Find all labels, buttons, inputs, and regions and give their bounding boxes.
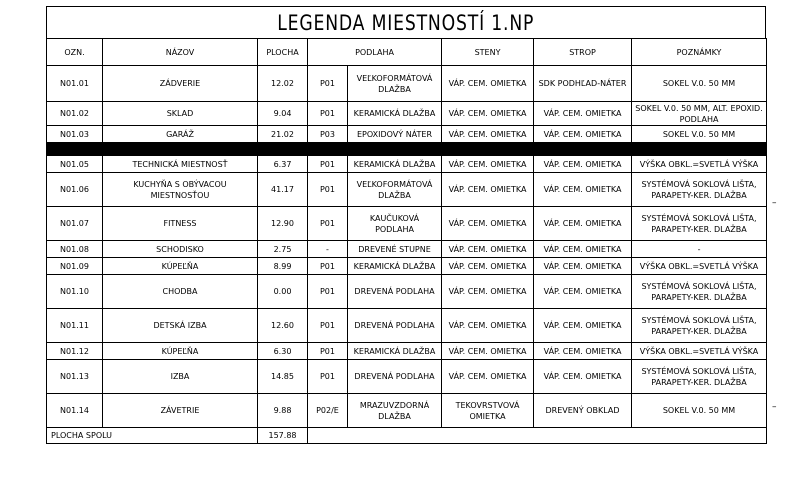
cell-strop: VÁP. CEM. OMIETKA: [534, 309, 632, 343]
cell-ozn: N01.12: [47, 343, 103, 360]
cell-strop: VÁP. CEM. OMIETKA: [534, 275, 632, 309]
cell-podlaha: VEĽKOFORMÁTOVÁ DLAŽBA: [348, 66, 442, 102]
cell-plocha: 12.60: [258, 309, 308, 343]
cell-poznamky: SYSTÉMOVÁ SOKLOVÁ LIŠTA, PARAPETY-KER. DLAŽBA: [632, 275, 767, 309]
cell-nazov: FITNESS: [103, 207, 258, 241]
header-steny: STENY: [442, 39, 534, 66]
cell-kod: P01: [308, 173, 348, 207]
table-row: [47, 241, 767, 258]
cell-podlaha: KERAMICKÁ DLAŽBA: [348, 156, 442, 173]
cell-plocha: 21.02: [258, 126, 308, 143]
total-label: PLOCHA SPOLU: [47, 428, 258, 444]
cell-poznamky: VÝŠKA OBKL.=SVETLÁ VÝŠKA: [632, 258, 767, 275]
table-row: [47, 66, 767, 102]
separator-band: [47, 143, 767, 156]
cell-nazov: TECHNICKÁ MIESTNOSŤ: [103, 156, 258, 173]
cell-ozn: N01.09: [47, 258, 103, 275]
table-row: [47, 156, 767, 173]
cell-ozn: N01.14: [47, 394, 103, 428]
cell-nazov: KUCHYŇA S OBÝVACOU MIESTNOSŤOU: [103, 173, 258, 207]
cell-strop: SDK PODHĽAD-NÁTER: [534, 66, 632, 102]
cell-podlaha: KERAMICKÁ DLAŽBA: [348, 258, 442, 275]
cell-plocha: 14.85: [258, 360, 308, 394]
cell-steny: VÁP. CEM. OMIETKA: [442, 258, 534, 275]
cell-poznamky: SOKEL V.0. 50 MM: [632, 394, 767, 428]
cell-nazov: KÚPEĽŇA: [103, 258, 258, 275]
cell-podlaha: KAUČUKOVÁ PODLAHA: [348, 207, 442, 241]
cell-steny: VÁP. CEM. OMIETKA: [442, 360, 534, 394]
table-row: [47, 275, 767, 309]
cell-podlaha: KERAMICKÁ DLAŽBA: [348, 102, 442, 126]
cell-poznamky: SYSTÉMOVÁ SOKLOVÁ LIŠTA, PARAPETY-KER. DLAŽBA: [632, 309, 767, 343]
cell-nazov: IZBA: [103, 360, 258, 394]
cell-strop: VÁP. CEM. OMIETKA: [534, 258, 632, 275]
cell-ozn: N01.13: [47, 360, 103, 394]
table-row: [47, 360, 767, 394]
cell-podlaha: MRAZUVZDORNÁ DLAŽBA: [348, 394, 442, 428]
black-separator-row: [47, 143, 767, 156]
margin-dash-mark: –: [772, 402, 777, 412]
table-row: [47, 102, 767, 126]
cell-kod: P02/E: [308, 394, 348, 428]
cell-ozn: N01.10: [47, 275, 103, 309]
table-row: [47, 207, 767, 241]
cell-poznamky: SOKEL V.0. 50 MM: [632, 126, 767, 143]
cell-podlaha: EPOXIDOVÝ NÁTER: [348, 126, 442, 143]
cell-podlaha: DREVENÁ PODLAHA: [348, 309, 442, 343]
table-row: [47, 173, 767, 207]
cell-strop: VÁP. CEM. OMIETKA: [534, 126, 632, 143]
cell-kod: P01: [308, 258, 348, 275]
cell-poznamky: SYSTÉMOVÁ SOKLOVÁ LIŠTA, PARAPETY-KER. DLAŽBA: [632, 360, 767, 394]
cell-ozn: N01.03: [47, 126, 103, 143]
header-ozn: OZN.: [47, 39, 103, 66]
cell-podlaha: DREVENÁ PODLAHA: [348, 360, 442, 394]
total-empty-cell: [308, 428, 767, 444]
cell-steny: VÁP. CEM. OMIETKA: [442, 207, 534, 241]
cell-plocha: 6.37: [258, 156, 308, 173]
cell-nazov: ZÁDVERIE: [103, 66, 258, 102]
title-box: [46, 6, 766, 39]
cell-ozn: N01.07: [47, 207, 103, 241]
cell-ozn: N01.06: [47, 173, 103, 207]
cell-kod: P01: [308, 207, 348, 241]
cell-nazov: SCHODISKO: [103, 241, 258, 258]
cell-podlaha: VEĽKOFORMÁTOVÁ DLAŽBA: [348, 173, 442, 207]
cell-steny: VÁP. CEM. OMIETKA: [442, 156, 534, 173]
page-title: LEGENDA MIESTNOSTÍ 1.NP: [277, 10, 535, 35]
cell-poznamky: SOKEL V.0. 50 MM, ALT. EPOXID. PODLAHA: [632, 102, 767, 126]
cell-strop: VÁP. CEM. OMIETKA: [534, 360, 632, 394]
cell-kod: P01: [308, 360, 348, 394]
cell-strop: VÁP. CEM. OMIETKA: [534, 343, 632, 360]
table-row: [47, 343, 767, 360]
cell-ozn: N01.11: [47, 309, 103, 343]
cell-plocha: 9.04: [258, 102, 308, 126]
cell-plocha: 12.02: [258, 66, 308, 102]
table-row: [47, 126, 767, 143]
cell-steny: VÁP. CEM. OMIETKA: [442, 102, 534, 126]
cell-ozn: N01.01: [47, 66, 103, 102]
header-nazov: NÁZOV: [103, 39, 258, 66]
cell-kod: P01: [308, 309, 348, 343]
cell-podlaha: DREVENÉ STUPNE: [348, 241, 442, 258]
table-row: [47, 394, 767, 428]
header-plocha: PLOCHA: [258, 39, 308, 66]
cell-plocha: 41.17: [258, 173, 308, 207]
cell-steny: VÁP. CEM. OMIETKA: [442, 66, 534, 102]
cell-strop: VÁP. CEM. OMIETKA: [534, 241, 632, 258]
table-row: [47, 258, 767, 275]
cell-strop: VÁP. CEM. OMIETKA: [534, 173, 632, 207]
cell-poznamky: -: [632, 241, 767, 258]
cell-steny: VÁP. CEM. OMIETKA: [442, 241, 534, 258]
header-podlaha: PODLAHA: [308, 39, 442, 66]
cell-nazov: DETSKÁ IZBA: [103, 309, 258, 343]
cell-plocha: 8.99: [258, 258, 308, 275]
cell-strop: VÁP. CEM. OMIETKA: [534, 156, 632, 173]
cell-kod: P01: [308, 66, 348, 102]
cell-kod: P01: [308, 275, 348, 309]
header-strop: STROP: [534, 39, 632, 66]
total-row: [47, 428, 767, 444]
cell-kod: P01: [308, 102, 348, 126]
margin-dash-mark: –: [772, 198, 777, 208]
room-legend-sheet: [46, 6, 766, 474]
cell-steny: VÁP. CEM. OMIETKA: [442, 126, 534, 143]
cell-poznamky: SYSTÉMOVÁ SOKLOVÁ LIŠTA, PARAPETY-KER. DLAŽBA: [632, 173, 767, 207]
table-body-bottom: [47, 156, 767, 428]
cell-plocha: 0.00: [258, 275, 308, 309]
cell-nazov: ZÁVETRIE: [103, 394, 258, 428]
cell-nazov: CHODBA: [103, 275, 258, 309]
cell-poznamky: SOKEL V.0. 50 MM: [632, 66, 767, 102]
cell-poznamky: VÝŠKA OBKL.=SVETLÁ VÝŠKA: [632, 156, 767, 173]
cell-plocha: 9.88: [258, 394, 308, 428]
total-value: 157.88: [258, 428, 308, 444]
cell-kod: P01: [308, 156, 348, 173]
cell-ozn: N01.02: [47, 102, 103, 126]
cell-ozn: N01.08: [47, 241, 103, 258]
cell-steny: VÁP. CEM. OMIETKA: [442, 173, 534, 207]
cell-plocha: 12.90: [258, 207, 308, 241]
table-row: [47, 309, 767, 343]
table-header-row: [47, 39, 767, 66]
cell-plocha: 6.30: [258, 343, 308, 360]
cell-strop: VÁP. CEM. OMIETKA: [534, 102, 632, 126]
room-legend-table: [46, 38, 767, 444]
cell-podlaha: KERAMICKÁ DLAŽBA: [348, 343, 442, 360]
cell-steny: VÁP. CEM. OMIETKA: [442, 343, 534, 360]
table-body-top: [47, 66, 767, 143]
cell-kod: P03: [308, 126, 348, 143]
cell-nazov: KÚPEĽŇA: [103, 343, 258, 360]
cell-strop: DREVENÝ OBKLAD: [534, 394, 632, 428]
cell-steny: TEKOVRSTVOVÁ OMIETKA: [442, 394, 534, 428]
cell-ozn: N01.05: [47, 156, 103, 173]
cell-steny: VÁP. CEM. OMIETKA: [442, 275, 534, 309]
cell-nazov: SKLAD: [103, 102, 258, 126]
cell-strop: VÁP. CEM. OMIETKA: [534, 207, 632, 241]
cell-poznamky: SYSTÉMOVÁ SOKLOVÁ LIŠTA, PARAPETY-KER. DLAŽBA: [632, 207, 767, 241]
cell-kod: P01: [308, 343, 348, 360]
header-poznamky: POZNÁMKY: [632, 39, 767, 66]
cell-steny: VÁP. CEM. OMIETKA: [442, 309, 534, 343]
cell-kod: -: [308, 241, 348, 258]
cell-nazov: GARÁŽ: [103, 126, 258, 143]
cell-podlaha: DREVENÁ PODLAHA: [348, 275, 442, 309]
cell-plocha: 2.75: [258, 241, 308, 258]
cell-poznamky: VÝŠKA OBKL.=SVETLÁ VÝŠKA: [632, 343, 767, 360]
